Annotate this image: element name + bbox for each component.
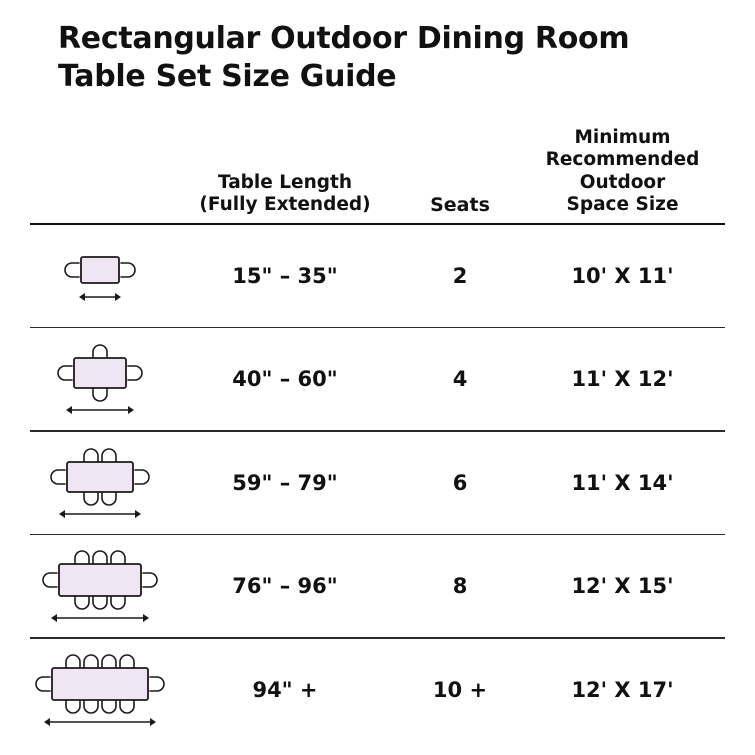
cell-table-length: 76" – 96": [232, 574, 338, 599]
table-10-seats-diagram: [30, 640, 170, 740]
table-row: [30, 225, 725, 327]
cell-seats: 2: [452, 263, 468, 288]
page-title: Rectangular Outdoor Dining Room Table Set Size Guide: [58, 21, 630, 95]
cell-space-size: 11' X 12': [571, 367, 674, 392]
cell-space-size: 12' X 15': [571, 574, 674, 599]
header-space-line1: Minimum: [574, 126, 671, 148]
cell-seats: 10 +: [432, 677, 488, 702]
cell-space-size: 12' X 17': [571, 677, 674, 702]
cell-table-length: 59" – 79": [232, 470, 338, 495]
rows-container: [30, 225, 725, 741]
header-table-length: [170, 172, 400, 223]
cell-space-size: 10' X 11': [571, 263, 674, 288]
table-row: [30, 639, 725, 741]
header-seats: [400, 194, 520, 223]
table-row: [30, 535, 725, 637]
table-header-row: [30, 97, 725, 223]
cell-seats: 6: [452, 470, 468, 495]
header-space-line3: Outdoor: [579, 171, 666, 193]
cell-table-length: 40" – 60": [232, 367, 338, 392]
cell-space-size: 11' X 14': [571, 470, 674, 495]
header-space-line4: Space Size: [566, 194, 679, 216]
cell-seats: 4: [452, 367, 468, 392]
cell-seats: 8: [452, 574, 468, 599]
header-table-length-line1: Table Length: [217, 171, 353, 193]
table-6-seats-diagram: [30, 433, 170, 533]
table-row: [30, 328, 725, 430]
cell-table-length: 15" – 35": [232, 263, 338, 288]
header-table-length-line2: (Fully Extended): [199, 194, 371, 216]
table-2-seats-diagram: [30, 226, 170, 326]
cell-table-length: 94" +: [252, 677, 318, 702]
header-seats-label: Seats: [430, 193, 490, 216]
header-space-line2: Recommended: [545, 149, 700, 171]
table-4-seats-diagram: [30, 329, 170, 429]
table-row: [30, 432, 725, 534]
table-8-seats-diagram: [30, 536, 170, 636]
header-space-size: [520, 127, 725, 223]
